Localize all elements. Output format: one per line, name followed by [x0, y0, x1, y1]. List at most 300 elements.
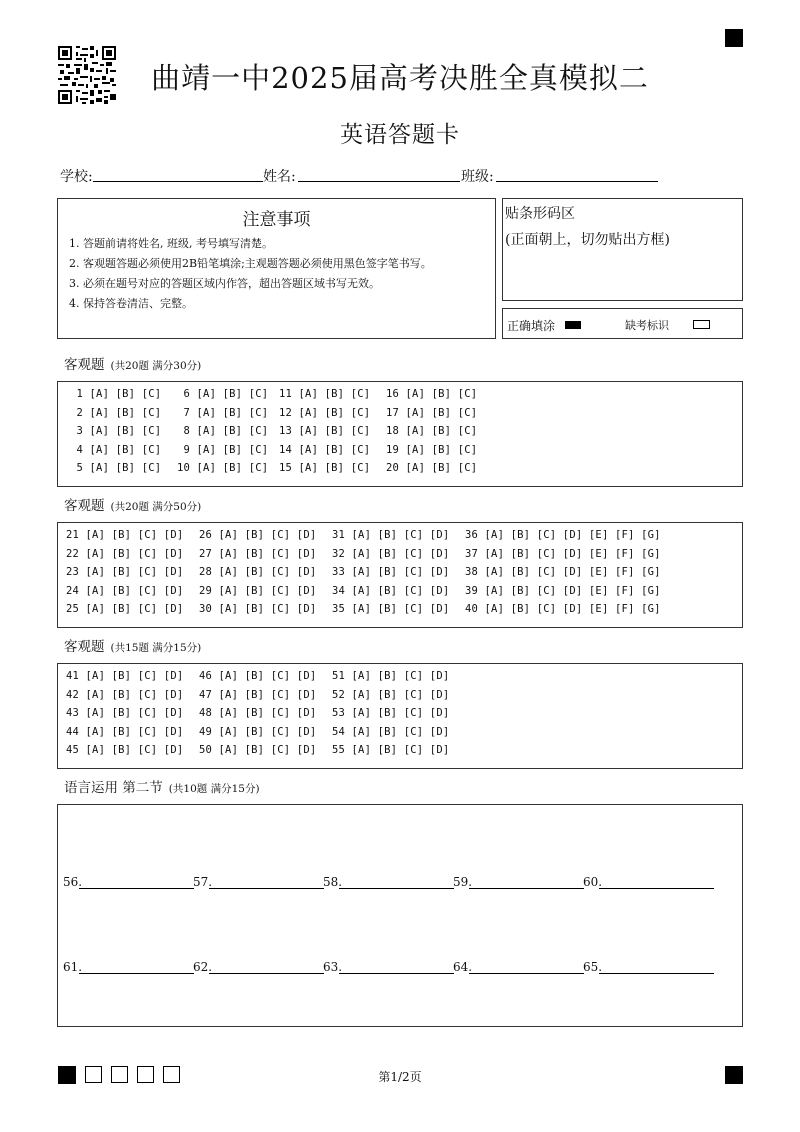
choice-bubble[interactable]: [D] — [556, 584, 583, 597]
choice-bubble[interactable]: [B] — [238, 688, 265, 701]
question-28 — [198, 566, 316, 578]
exam-title: 曲靖一中2025届高考决胜全真模拟二 — [151, 61, 649, 95]
question-number: 9 — [183, 443, 190, 456]
fill-answer-number: 61. — [63, 960, 83, 974]
choice-bubble[interactable]: [C] — [131, 584, 158, 597]
choice-bubble[interactable]: [C] — [397, 707, 424, 719]
choice-bubble[interactable]: [A] — [190, 388, 217, 400]
choice-bubble[interactable]: [A] — [345, 547, 372, 560]
choice-bubble[interactable]: [F] — [608, 566, 635, 578]
question-50 — [198, 744, 316, 756]
answer-underline[interactable] — [339, 973, 454, 974]
choice-bubble[interactable]: [B] — [318, 388, 345, 400]
section3-label — [64, 635, 201, 655]
choice-bubble[interactable]: [F] — [608, 584, 635, 597]
choice-bubble[interactable]: [A] — [292, 443, 319, 456]
choice-bubble[interactable]: [B] — [216, 406, 243, 419]
question-number: 40 — [464, 603, 478, 615]
choice-bubble[interactable]: [C] — [135, 462, 162, 474]
question-21 — [65, 529, 183, 541]
choice-bubble[interactable]: [D] — [290, 744, 317, 756]
choice-bubble[interactable]: [C] — [451, 425, 478, 437]
choice-bubble[interactable]: [G] — [634, 584, 661, 597]
choice-bubble[interactable]: [D] — [290, 725, 317, 738]
choice-bubble[interactable]: [C] — [344, 388, 371, 400]
choice-bubble[interactable]: [C] — [131, 688, 158, 701]
choice-bubble[interactable]: [C] — [530, 529, 557, 541]
choice-bubble[interactable]: [B] — [105, 603, 132, 615]
choice-bubble[interactable]: [B] — [109, 388, 136, 400]
choice-bubble[interactable]: [B] — [504, 547, 531, 560]
question-20 — [385, 462, 477, 474]
choice-bubble[interactable]: [G] — [634, 603, 661, 615]
choice-bubble[interactable]: [B] — [371, 744, 398, 756]
choice-bubble[interactable]: [A] — [345, 725, 372, 738]
choice-bubble[interactable]: [A] — [399, 406, 426, 419]
choice-bubble[interactable]: [D] — [157, 707, 184, 719]
question-number: 30 — [198, 603, 212, 615]
choice-bubble[interactable]: [A] — [79, 566, 106, 578]
notice-item: 4. 保持答卷清洁、完整。 — [69, 297, 193, 310]
choice-bubble[interactable]: [A] — [292, 388, 319, 400]
choice-bubble[interactable]: [D] — [290, 603, 317, 615]
choice-bubble[interactable]: [A] — [478, 529, 505, 541]
choice-bubble[interactable]: [A] — [478, 547, 505, 560]
question-35 — [331, 603, 449, 615]
choice-bubble[interactable]: [E] — [582, 566, 609, 578]
choice-bubble[interactable]: [A] — [292, 462, 319, 474]
choice-bubble[interactable]: [D] — [423, 725, 450, 738]
choice-bubble[interactable]: [D] — [423, 529, 450, 541]
choice-bubble[interactable]: [B] — [371, 566, 398, 578]
choice-bubble[interactable]: [A] — [345, 584, 372, 597]
barcode-hint: (正面朝上，切勿贴出方框) — [505, 232, 670, 248]
choice-bubble[interactable]: [C] — [530, 584, 557, 597]
choice-bubble[interactable]: [C] — [131, 707, 158, 719]
notice-box — [57, 198, 496, 339]
choice-bubble[interactable]: [E] — [582, 603, 609, 615]
question-number: 37 — [464, 547, 478, 560]
answer-underline[interactable] — [599, 973, 714, 974]
fill-answer-58[interactable] — [323, 875, 342, 889]
choice-bubble[interactable]: [B] — [238, 670, 265, 682]
answer-underline[interactable] — [339, 888, 454, 889]
fill-answer-65[interactable] — [583, 960, 602, 974]
fill-answer-62[interactable] — [193, 960, 212, 974]
choice-bubble[interactable]: [B] — [504, 584, 531, 597]
section2-title: 客观题 — [64, 498, 105, 514]
choice-bubble[interactable]: [G] — [634, 547, 661, 560]
question-25 — [65, 603, 183, 615]
answer-underline[interactable] — [79, 973, 194, 974]
alignment-marker-top-right — [725, 29, 743, 47]
choice-bubble[interactable]: [D] — [290, 566, 317, 578]
class-field[interactable] — [496, 181, 658, 182]
question-36 — [464, 529, 661, 541]
choice-bubble[interactable]: [C] — [530, 603, 557, 615]
choice-bubble[interactable]: [C] — [135, 443, 162, 456]
choice-bubble[interactable]: [B] — [318, 406, 345, 419]
choice-bubble[interactable]: [E] — [582, 529, 609, 541]
choice-bubble[interactable]: [B] — [371, 529, 398, 541]
fill-answer-64[interactable] — [453, 960, 472, 974]
choice-bubble[interactable]: [B] — [238, 547, 265, 560]
choice-bubble[interactable]: [C] — [264, 529, 291, 541]
choice-bubble[interactable]: [D] — [423, 688, 450, 701]
name-field[interactable] — [298, 181, 460, 182]
choice-bubble[interactable]: [C] — [135, 388, 162, 400]
choice-bubble[interactable]: [B] — [504, 566, 531, 578]
choice-bubble[interactable]: [A] — [190, 462, 217, 474]
choice-bubble[interactable]: [C] — [397, 603, 424, 615]
answer-underline[interactable] — [79, 888, 194, 889]
choice-bubble[interactable]: [D] — [157, 603, 184, 615]
choice-bubble[interactable]: [B] — [504, 603, 531, 615]
choice-bubble[interactable]: [D] — [423, 670, 450, 682]
choice-bubble[interactable]: [A] — [292, 406, 319, 419]
choice-bubble[interactable]: [A] — [79, 688, 106, 701]
choice-bubble[interactable]: [A] — [83, 462, 110, 474]
choice-bubble[interactable]: [B] — [238, 529, 265, 541]
choice-bubble[interactable]: [B] — [105, 566, 132, 578]
section1-note: (共20题 满分30分) — [110, 360, 202, 372]
choice-bubble[interactable]: [C] — [451, 443, 478, 456]
choice-bubble[interactable]: [B] — [109, 462, 136, 474]
choice-bubble[interactable]: [A] — [345, 688, 372, 701]
choice-bubble[interactable]: [D] — [423, 566, 450, 578]
choice-bubble[interactable]: [C] — [397, 547, 424, 560]
correct-fill-mark — [565, 321, 581, 329]
question-number: 21 — [65, 529, 79, 541]
choice-bubble[interactable]: [C] — [131, 547, 158, 560]
choice-bubble[interactable]: [D] — [556, 603, 583, 615]
choice-bubble[interactable]: [A] — [212, 566, 239, 578]
choice-bubble[interactable]: [B] — [109, 443, 136, 456]
question-number: 28 — [198, 566, 212, 578]
choice-bubble[interactable]: [B] — [425, 406, 452, 419]
question-48 — [198, 707, 316, 719]
choice-bubble[interactable]: [D] — [290, 670, 317, 682]
choice-bubble[interactable]: [A] — [478, 603, 505, 615]
choice-bubble[interactable]: [F] — [608, 603, 635, 615]
choice-bubble[interactable]: [D] — [157, 529, 184, 541]
question-54 — [331, 726, 449, 738]
fill-answer-63[interactable] — [323, 960, 342, 974]
choice-bubble[interactable]: [D] — [556, 566, 583, 578]
choice-bubble[interactable]: [A] — [79, 547, 106, 560]
choice-bubble[interactable]: [C] — [242, 443, 269, 456]
question-number: 5 — [76, 462, 83, 474]
choice-bubble[interactable]: [A] — [345, 670, 372, 682]
choice-bubble[interactable]: [A] — [345, 744, 372, 756]
choice-bubble[interactable]: [C] — [242, 406, 269, 419]
choice-bubble[interactable]: [A] — [399, 443, 426, 456]
choice-bubble[interactable]: [C] — [131, 603, 158, 615]
choice-bubble[interactable]: [B] — [105, 725, 132, 738]
choice-bubble[interactable]: [C] — [264, 547, 291, 560]
choice-bubble[interactable]: [C] — [451, 406, 478, 419]
question-16 — [385, 388, 477, 400]
choice-bubble[interactable]: [C] — [264, 584, 291, 597]
choice-bubble[interactable]: [D] — [423, 744, 450, 756]
choice-bubble[interactable]: [F] — [608, 547, 635, 560]
question-number: 48 — [198, 707, 212, 719]
choice-bubble[interactable]: [C] — [397, 725, 424, 738]
choice-bubble[interactable]: [C] — [264, 725, 291, 738]
question-number: 8 — [183, 425, 190, 437]
choice-bubble[interactable]: [C] — [397, 566, 424, 578]
choice-bubble[interactable]: [B] — [425, 388, 452, 400]
choice-bubble[interactable]: [B] — [105, 547, 132, 560]
fill-answer-number: 56. — [63, 875, 83, 889]
choice-bubble[interactable]: [C] — [397, 744, 424, 756]
question-1 — [69, 388, 161, 400]
choice-bubble[interactable]: [B] — [216, 425, 243, 437]
choice-bubble[interactable]: [A] — [79, 725, 106, 738]
choice-bubble[interactable]: [C] — [397, 670, 424, 682]
question-number: 25 — [65, 603, 79, 615]
section1-title: 客观题 — [64, 357, 105, 373]
choice-bubble[interactable]: [A] — [83, 425, 110, 437]
choice-bubble[interactable]: [A] — [190, 443, 217, 456]
fill-answer-61[interactable] — [63, 960, 82, 974]
choice-bubble[interactable]: [A] — [345, 566, 372, 578]
fill-answer-number: 60. — [583, 875, 603, 889]
choice-bubble[interactable]: [D] — [157, 547, 184, 560]
choice-bubble[interactable]: [B] — [238, 744, 265, 756]
choice-bubble[interactable]: [C] — [344, 425, 371, 437]
language-section-label — [64, 776, 260, 796]
choice-bubble[interactable]: [B] — [109, 425, 136, 437]
question-number: 33 — [331, 566, 345, 578]
choice-bubble[interactable]: [A] — [83, 388, 110, 400]
question-52 — [331, 689, 449, 701]
choice-bubble[interactable]: [B] — [105, 529, 132, 541]
question-number: 3 — [76, 425, 83, 437]
choice-bubble[interactable]: [B] — [318, 425, 345, 437]
choice-bubble[interactable]: [A] — [212, 547, 239, 560]
choice-bubble[interactable]: [G] — [634, 566, 661, 578]
question-23 — [65, 566, 183, 578]
choice-bubble[interactable]: [D] — [423, 603, 450, 615]
choice-bubble[interactable]: [C] — [530, 566, 557, 578]
choice-bubble[interactable]: [A] — [79, 744, 106, 756]
school-field[interactable] — [93, 181, 263, 182]
choice-bubble[interactable]: [B] — [371, 707, 398, 719]
choice-bubble[interactable]: [C] — [131, 725, 158, 738]
answer-underline[interactable] — [469, 973, 584, 974]
choice-bubble[interactable]: [B] — [371, 670, 398, 682]
choice-bubble[interactable]: [D] — [290, 547, 317, 560]
choice-bubble[interactable]: [B] — [371, 584, 398, 597]
choice-bubble[interactable]: [D] — [157, 670, 184, 682]
choice-bubble[interactable]: [C] — [344, 462, 371, 474]
choice-bubble[interactable]: [D] — [423, 707, 450, 719]
choice-bubble[interactable]: [A] — [190, 425, 217, 437]
choice-bubble[interactable]: [D] — [556, 547, 583, 560]
choice-bubble[interactable]: [B] — [371, 725, 398, 738]
question-15 — [278, 462, 370, 474]
choice-bubble[interactable]: [C] — [397, 529, 424, 541]
choice-bubble[interactable]: [F] — [608, 529, 635, 541]
choice-bubble[interactable]: [D] — [423, 584, 450, 597]
question-number: 22 — [65, 547, 79, 560]
choice-bubble[interactable]: [A] — [79, 707, 106, 719]
choice-bubble[interactable]: [A] — [212, 744, 239, 756]
fill-answer-56[interactable] — [63, 875, 82, 889]
question-number: 41 — [65, 670, 79, 682]
choice-bubble[interactable]: [C] — [264, 688, 291, 701]
choice-bubble[interactable]: [D] — [290, 688, 317, 701]
question-number: 34 — [331, 584, 345, 597]
question-number: 39 — [464, 584, 478, 597]
choice-bubble[interactable]: [C] — [242, 425, 269, 437]
choice-bubble[interactable]: [D] — [290, 707, 317, 719]
question-number: 24 — [65, 584, 79, 597]
choice-bubble[interactable]: [A] — [79, 603, 106, 615]
choice-bubble[interactable]: [A] — [212, 688, 239, 701]
question-19 — [385, 444, 477, 456]
choice-bubble[interactable]: [C] — [397, 584, 424, 597]
question-17 — [385, 407, 477, 419]
choice-bubble[interactable]: [B] — [105, 688, 132, 701]
choice-bubble[interactable]: [C] — [264, 566, 291, 578]
choice-bubble[interactable]: [A] — [212, 603, 239, 615]
choice-bubble[interactable]: [A] — [190, 406, 217, 419]
choice-bubble[interactable]: [C] — [242, 388, 269, 400]
answer-underline[interactable] — [599, 888, 714, 889]
answer-underline[interactable] — [209, 973, 324, 974]
choice-bubble[interactable]: [A] — [212, 707, 239, 719]
section2-answer-box — [57, 522, 743, 628]
choice-bubble[interactable]: [A] — [399, 462, 426, 474]
choice-bubble[interactable]: [D] — [157, 566, 184, 578]
fill-answer-60[interactable] — [583, 875, 602, 889]
absent-mark-box[interactable] — [693, 320, 710, 329]
choice-bubble[interactable]: [B] — [318, 462, 345, 474]
choice-bubble[interactable]: [A] — [212, 584, 239, 597]
choice-bubble[interactable]: [B] — [238, 707, 265, 719]
choice-bubble[interactable]: [C] — [264, 670, 291, 682]
choice-bubble[interactable]: [B] — [425, 462, 452, 474]
question-number: 50 — [198, 744, 212, 756]
choice-bubble[interactable]: [B] — [238, 566, 265, 578]
choice-bubble[interactable]: [A] — [83, 406, 110, 419]
choice-bubble[interactable]: [D] — [556, 529, 583, 541]
choice-bubble[interactable]: [A] — [79, 529, 106, 541]
choice-bubble[interactable]: [A] — [478, 566, 505, 578]
language-section-note: (共10题 满分15分) — [168, 783, 260, 795]
choice-bubble[interactable]: [B] — [371, 547, 398, 560]
section3-title: 客观题 — [64, 639, 105, 655]
choice-bubble[interactable]: [B] — [238, 603, 265, 615]
choice-bubble[interactable]: [C] — [131, 670, 158, 682]
choice-bubble[interactable]: [C] — [131, 566, 158, 578]
question-40 — [464, 603, 661, 615]
choice-bubble[interactable]: [A] — [212, 725, 239, 738]
choice-bubble[interactable]: [C] — [451, 388, 478, 400]
choice-bubble[interactable]: [B] — [238, 584, 265, 597]
fill-answer-59[interactable] — [453, 875, 472, 889]
choice-bubble[interactable]: [A] — [399, 388, 426, 400]
choice-bubble[interactable]: [B] — [371, 688, 398, 701]
choice-bubble[interactable]: [D] — [157, 725, 184, 738]
choice-bubble[interactable]: [B] — [105, 744, 132, 756]
choice-bubble[interactable]: [A] — [83, 443, 110, 456]
choice-bubble[interactable]: [C] — [131, 529, 158, 541]
choice-bubble[interactable]: [A] — [212, 529, 239, 541]
choice-bubble[interactable]: [D] — [423, 547, 450, 560]
choice-bubble[interactable]: [C] — [344, 443, 371, 456]
choice-bubble[interactable]: [D] — [157, 688, 184, 701]
choice-bubble[interactable]: [B] — [216, 443, 243, 456]
choice-bubble[interactable]: [B] — [425, 443, 452, 456]
notice-item: 3. 必须在题号对应的答题区域内作答，超出答题区域书写无效。 — [69, 277, 380, 290]
choice-bubble[interactable]: [B] — [109, 406, 136, 419]
choice-bubble[interactable]: [C] — [264, 603, 291, 615]
choice-bubble[interactable]: [C] — [135, 425, 162, 437]
choice-bubble[interactable]: [B] — [216, 388, 243, 400]
question-number: 43 — [65, 707, 79, 719]
choice-bubble[interactable]: [B] — [504, 529, 531, 541]
choice-bubble[interactable]: [D] — [290, 584, 317, 597]
question-number: 16 — [385, 388, 399, 400]
question-9 — [176, 444, 268, 456]
choice-bubble[interactable]: [A] — [478, 584, 505, 597]
choice-bubble[interactable]: [C] — [344, 406, 371, 419]
question-number: 6 — [183, 388, 190, 400]
choice-bubble[interactable]: [D] — [290, 529, 317, 541]
choice-bubble[interactable]: [E] — [582, 547, 609, 560]
fill-answer-57[interactable] — [193, 875, 212, 889]
choice-bubble[interactable]: [B] — [105, 707, 132, 719]
choice-bubble[interactable]: [B] — [238, 725, 265, 738]
choice-bubble[interactable]: [B] — [425, 425, 452, 437]
choice-bubble[interactable]: [D] — [157, 584, 184, 597]
choice-bubble[interactable]: [C] — [451, 462, 478, 474]
notice-item: 2. 客观题答题必须使用2B铅笔填涂;主观题答题必须使用黑色签字笔书写。 — [69, 257, 432, 270]
choice-bubble[interactable]: [A] — [399, 425, 426, 437]
choice-bubble[interactable]: [A] — [292, 425, 319, 437]
choice-bubble[interactable]: [A] — [345, 707, 372, 719]
choice-bubble[interactable]: [D] — [157, 744, 184, 756]
choice-bubble[interactable]: [B] — [371, 603, 398, 615]
answer-underline[interactable] — [469, 888, 584, 889]
choice-bubble[interactable]: [B] — [216, 462, 243, 474]
choice-bubble[interactable]: [C] — [242, 462, 269, 474]
choice-bubble[interactable]: [A] — [79, 584, 106, 597]
choice-bubble[interactable]: [C] — [131, 744, 158, 756]
choice-bubble[interactable]: [E] — [582, 584, 609, 597]
choice-bubble[interactable]: [A] — [345, 603, 372, 615]
choice-bubble[interactable]: [G] — [634, 529, 661, 541]
choice-bubble[interactable]: [A] — [212, 670, 239, 682]
choice-bubble[interactable]: [B] — [105, 670, 132, 682]
choice-bubble[interactable]: [B] — [318, 443, 345, 456]
choice-bubble[interactable]: [C] — [264, 744, 291, 756]
question-37 — [464, 548, 661, 560]
choice-bubble[interactable]: [A] — [79, 670, 106, 682]
section3-note: (共15题 满分15分) — [110, 642, 202, 654]
choice-bubble[interactable]: [C] — [264, 707, 291, 719]
choice-bubble[interactable]: [C] — [530, 547, 557, 560]
choice-bubble[interactable]: [B] — [105, 584, 132, 597]
choice-bubble[interactable]: [C] — [135, 406, 162, 419]
choice-bubble[interactable]: [A] — [345, 529, 372, 541]
choice-bubble[interactable]: [C] — [397, 688, 424, 701]
answer-underline[interactable] — [209, 888, 324, 889]
question-45 — [65, 744, 183, 756]
